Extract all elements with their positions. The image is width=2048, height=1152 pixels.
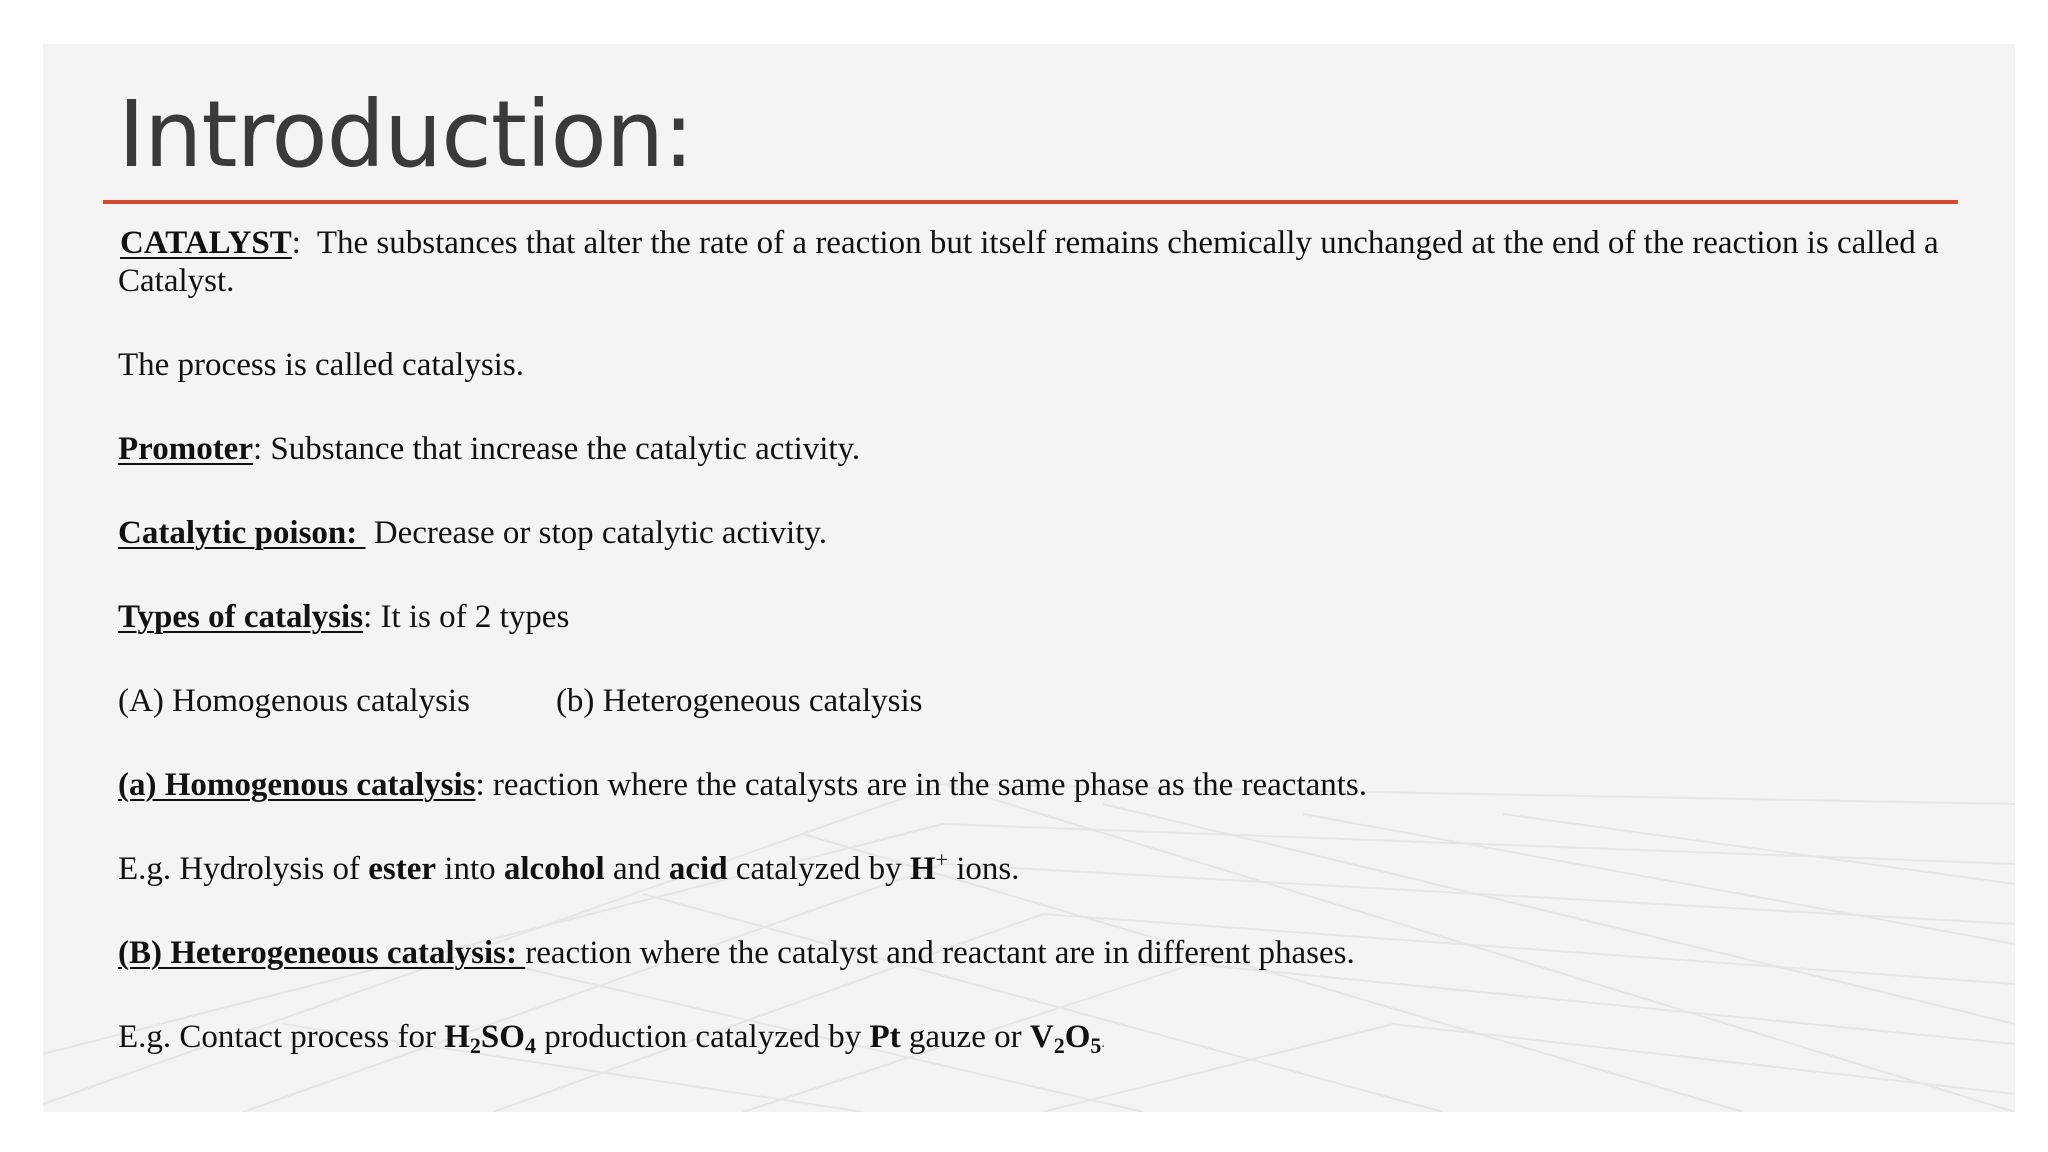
slide: [43, 44, 2015, 1112]
catalyst-text: The substances that alter the rate of a reaction but itself remains chemically unchanged at the end of the reaction is called a Catalyst.: [118, 225, 1947, 299]
types-list: [118, 682, 1968, 720]
type-b-label: (b) Heterogeneous catalysis: [555, 683, 923, 719]
heterogeneous-term: (B) Heterogeneous catalysis:: [118, 935, 526, 971]
acid-term: acid: [668, 851, 728, 887]
platinum-term: Pt: [869, 1019, 901, 1055]
title-divider: [103, 200, 1958, 204]
hydrogen-ion: H: [909, 851, 936, 887]
poison-text: Decrease or stop catalytic activity.: [365, 515, 827, 551]
promoter-term: Promoter: [118, 431, 253, 467]
slide-body: [118, 224, 1968, 1063]
catalyst-term: CATALYST: [120, 225, 292, 261]
homogenous-term: (a) Homogenous catalysis: [118, 767, 476, 803]
ester-term: ester: [368, 851, 437, 887]
slide-title: Introduction:: [118, 81, 694, 188]
promoter-text: Substance that increase the catalytic activity.: [262, 431, 861, 467]
process-statement: The process is called catalysis.: [118, 347, 524, 383]
ion-charge: +: [935, 847, 948, 872]
catalyst-definition: CATALYST: The substances that alter the rate of a reaction but itself remains chemically unchanged at the end of the reaction is called a Catalyst.: [118, 225, 1947, 299]
types-term: Types of catalysis: [118, 599, 364, 635]
heterogeneous-example: E.g. Contact process for $H_2SO_4$ production catalyzed by Pt gauze or $V_2O_5$.: [118, 1019, 1105, 1058]
type-a-label: (A) Homogenous catalysis: [118, 683, 470, 719]
vanadium-oxide-formula: $V_2O_5$: [1029, 1019, 1102, 1058]
sulfuric-acid-formula: $H_2SO_4$: [444, 1019, 536, 1058]
poison-definition: [118, 514, 1968, 552]
homogenous-text: reaction where the catalysts are in the same phase as the reactants.: [484, 767, 1368, 803]
poison-term: Catalytic poison:: [118, 515, 366, 551]
heterogeneous-text: reaction where the catalyst and reactant are in different phases.: [525, 935, 1355, 971]
alcohol-term: alcohol: [503, 851, 605, 887]
promoter-definition: Promoter: Substance that increase the catalytic activity.: [118, 431, 861, 467]
homogenous-example: E.g. Hydrolysis of ester into alcohol and acid catalyzed by H+ ions.: [118, 847, 1020, 887]
types-text: It is of 2 types: [372, 599, 570, 635]
types-definition: Types of catalysis: It is of 2 types: [118, 599, 570, 635]
heterogeneous-definition: [118, 934, 1968, 972]
homogenous-definition: (a) Homogenous catalysis: reaction where the catalysts are in the same phase as the reactants.: [118, 767, 1368, 803]
